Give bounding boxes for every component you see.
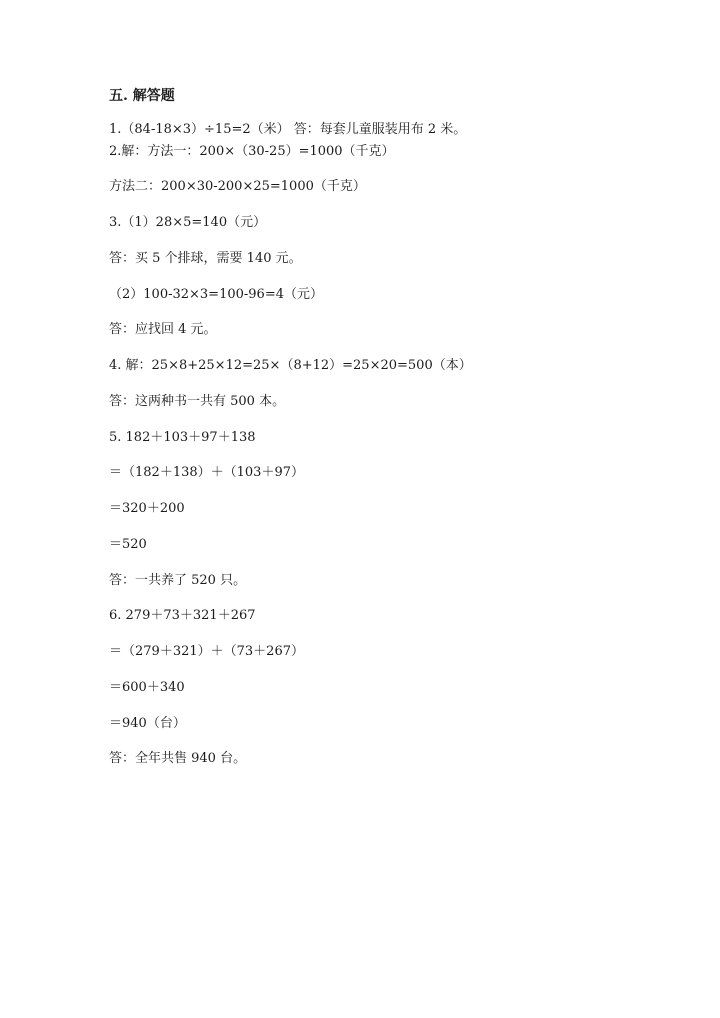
- answer-line-2: 2.解：方法一：200×（30-25）=1000（千克）: [109, 144, 395, 159]
- answer-line-18: ＝940（台）: [109, 716, 186, 731]
- section-heading: 五. 解答题: [109, 88, 175, 104]
- answer-line-3: 方法二：200×30-200×25=1000（千克）: [109, 179, 366, 194]
- answer-line-17: ＝600＋340: [109, 680, 185, 695]
- answer-line-4: 3.（1）28×5=140（元）: [109, 215, 267, 230]
- answer-line-15: 6. 279＋73＋321＋267: [109, 608, 256, 623]
- answer-line-8: 4. 解：25×8+25×12=25×（8+12）=25×20=500（本）: [109, 358, 472, 373]
- answer-line-16: ＝（279＋321）＋（73＋267）: [109, 644, 304, 659]
- answer-line-13: ＝520: [109, 537, 147, 552]
- answer-line-7: 答：应找回 4 元。: [109, 322, 217, 337]
- answer-line-9: 答：这两种书一共有 500 本。: [109, 394, 286, 409]
- answer-line-19: 答：全年共售 940 台。: [109, 751, 247, 766]
- answer-line-6: （2）100-32×3=100-96=4（元）: [109, 287, 323, 302]
- answer-line-5: 答：买 5 个排球，需要 140 元。: [109, 251, 302, 266]
- answer-line-1: 1.（84-18×3）÷15=2（米） 答：每套儿童服装用布 2 米。: [109, 122, 467, 137]
- answer-line-12: ＝320＋200: [109, 501, 185, 516]
- answer-line-11: ＝（182＋138）＋（103＋97）: [109, 465, 304, 480]
- answer-line-14: 答：一共养了 520 只。: [109, 573, 247, 588]
- answer-line-10: 5. 182＋103＋97＋138: [109, 430, 256, 445]
